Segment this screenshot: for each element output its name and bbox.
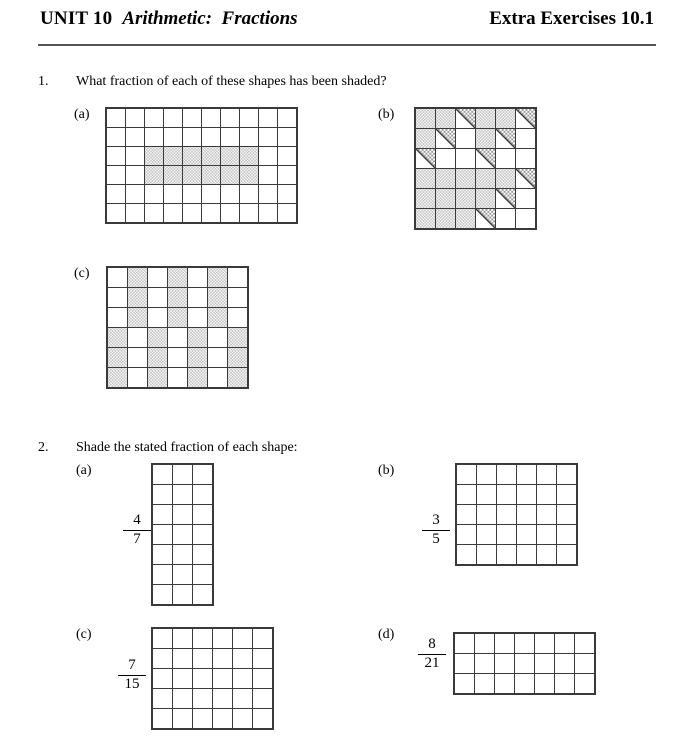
half-shade-triangle-icon — [416, 149, 435, 168]
grid-cell-shaded[interactable] — [148, 368, 167, 387]
grid-cell[interactable] — [475, 674, 494, 693]
grid-cell-shaded[interactable] — [128, 288, 147, 307]
grid-cell[interactable] — [537, 545, 556, 564]
grid-cell[interactable] — [145, 109, 163, 127]
grid-cell-shaded[interactable] — [416, 209, 435, 228]
question-1-part-b-label: (b) — [378, 107, 395, 122]
grid-cell[interactable] — [193, 505, 212, 524]
grid-cell[interactable] — [516, 189, 535, 208]
grid-cell[interactable] — [128, 328, 147, 347]
grid-cell[interactable] — [202, 204, 220, 222]
half-shade-triangle-icon — [476, 149, 495, 168]
grid-cell[interactable] — [457, 485, 476, 504]
grid-cell-shaded[interactable] — [145, 147, 163, 165]
grid-cell[interactable] — [456, 129, 475, 148]
question-2-part-a-grid[interactable] — [151, 463, 214, 606]
question-2-part-d-label: (d) — [378, 627, 395, 642]
grid-cell[interactable] — [145, 185, 163, 203]
grid-cell[interactable] — [253, 669, 272, 688]
fraction-numerator: 3 — [432, 512, 440, 528]
grid-cell-shaded[interactable] — [221, 166, 239, 184]
grid-cell[interactable] — [259, 109, 277, 127]
grid-cell-shaded[interactable] — [476, 109, 495, 128]
grid-cell-half-shaded[interactable] — [516, 169, 535, 188]
question-1-part-b-grid[interactable] — [414, 107, 537, 230]
grid-cell[interactable] — [193, 465, 212, 484]
grid-cell[interactable] — [173, 465, 192, 484]
question-2-part-c-label: (c) — [76, 627, 92, 642]
question-2-part-d-grid[interactable] — [453, 632, 596, 695]
grid-cell[interactable] — [575, 654, 594, 673]
grid-cell[interactable] — [108, 288, 127, 307]
grid-cell[interactable] — [575, 674, 594, 693]
grid-cell-shaded[interactable] — [202, 147, 220, 165]
grid-cell[interactable] — [193, 525, 212, 544]
grid-cell[interactable] — [168, 368, 187, 387]
question-2-part-b-grid[interactable] — [455, 463, 578, 566]
grid-cell[interactable] — [126, 128, 144, 146]
grid-cell[interactable] — [228, 308, 247, 327]
grid-cell-shaded[interactable] — [496, 109, 515, 128]
grid-cell[interactable] — [557, 545, 576, 564]
grid-cell[interactable] — [193, 689, 212, 708]
grid-cell[interactable] — [517, 465, 536, 484]
grid-cell-shaded[interactable] — [148, 328, 167, 347]
grid-cell-shaded[interactable] — [183, 147, 201, 165]
grid-cell[interactable] — [173, 629, 192, 648]
grid-cell[interactable] — [188, 288, 207, 307]
question-2-part-c-grid[interactable] — [151, 627, 274, 730]
grid-cell-shaded[interactable] — [436, 109, 455, 128]
fraction-numerator: 4 — [133, 512, 141, 528]
grid-cell[interactable] — [457, 465, 476, 484]
grid-cell[interactable] — [495, 674, 514, 693]
grid-cell-shaded[interactable] — [221, 147, 239, 165]
grid-cell[interactable] — [183, 109, 201, 127]
grid-cell[interactable] — [153, 525, 172, 544]
header-unit-label: UNIT 10 — [40, 8, 113, 29]
grid-cell[interactable] — [153, 709, 172, 728]
grid-cell[interactable] — [202, 109, 220, 127]
grid-cell[interactable] — [477, 465, 496, 484]
grid-cell[interactable] — [173, 669, 192, 688]
grid-cell[interactable] — [515, 674, 534, 693]
grid-cell[interactable] — [107, 128, 125, 146]
grid-cell[interactable] — [193, 669, 212, 688]
grid-cell[interactable] — [173, 585, 192, 604]
grid-cell-shaded[interactable] — [240, 147, 258, 165]
grid-cell[interactable] — [153, 505, 172, 524]
grid-cell[interactable] — [557, 505, 576, 524]
page-header — [0, 0, 694, 52]
grid-cell[interactable] — [126, 147, 144, 165]
question-2-part-a-fraction — [120, 513, 154, 548]
grid-cell[interactable] — [173, 565, 192, 584]
grid-cell[interactable] — [153, 669, 172, 688]
grid-cell-half-shaded[interactable] — [436, 129, 455, 148]
grid-cell[interactable] — [164, 204, 182, 222]
grid-cell[interactable] — [497, 545, 516, 564]
grid-cell[interactable] — [213, 689, 232, 708]
grid-cell-half-shaded[interactable] — [516, 109, 535, 128]
half-shade-triangle-icon — [496, 189, 515, 208]
half-shade-triangle-icon — [516, 169, 535, 188]
grid-cell[interactable] — [495, 654, 514, 673]
grid-cell[interactable] — [153, 485, 172, 504]
grid-cell[interactable] — [555, 674, 574, 693]
question-1-part-c-label: (c) — [74, 266, 90, 281]
question-1-part-a-label: (a) — [74, 107, 90, 122]
grid-cell[interactable] — [456, 149, 475, 168]
grid-cell[interactable] — [233, 649, 252, 668]
grid-cell-shaded[interactable] — [168, 308, 187, 327]
grid-cell[interactable] — [497, 485, 516, 504]
grid-cell-half-shaded[interactable] — [476, 149, 495, 168]
grid-cell-shaded[interactable] — [240, 166, 258, 184]
question-1-number: 1. — [38, 74, 49, 89]
grid-cell[interactable] — [183, 204, 201, 222]
grid-cell[interactable] — [145, 204, 163, 222]
grid-cell[interactable] — [148, 288, 167, 307]
grid-cell[interactable] — [278, 185, 296, 203]
grid-cell[interactable] — [259, 128, 277, 146]
fraction-numerator: 8 — [428, 636, 436, 652]
grid-cell-shaded[interactable] — [208, 308, 227, 327]
grid-cell[interactable] — [517, 545, 536, 564]
grid-cell[interactable] — [228, 288, 247, 307]
question-1-part-c-grid[interactable] — [106, 266, 249, 389]
grid-cell-shaded[interactable] — [416, 189, 435, 208]
grid-cell[interactable] — [193, 545, 212, 564]
grid-cell-half-shaded[interactable] — [476, 209, 495, 228]
grid-cell-shaded[interactable] — [416, 109, 435, 128]
grid-cell-shaded[interactable] — [188, 348, 207, 367]
grid-cell[interactable] — [128, 348, 147, 367]
grid-cell[interactable] — [126, 166, 144, 184]
grid-cell[interactable] — [233, 629, 252, 648]
grid-cell[interactable] — [221, 204, 239, 222]
grid-cell-shaded[interactable] — [456, 169, 475, 188]
grid-cell[interactable] — [148, 308, 167, 327]
grid-cell[interactable] — [213, 629, 232, 648]
grid-cell-shaded[interactable] — [456, 189, 475, 208]
grid-cell[interactable] — [278, 128, 296, 146]
half-shade-triangle-icon — [436, 129, 455, 148]
grid-cell[interactable] — [208, 348, 227, 367]
grid-cell-shaded[interactable] — [145, 166, 163, 184]
grid-cell[interactable] — [515, 654, 534, 673]
grid-cell[interactable] — [126, 109, 144, 127]
grid-cell[interactable] — [455, 674, 474, 693]
grid-cell[interactable] — [516, 209, 535, 228]
grid-cell[interactable] — [278, 204, 296, 222]
fraction-denominator: 21 — [424, 654, 440, 671]
question-2-text: Shade the stated fraction of each shape: — [76, 440, 298, 455]
grid-cell-shaded[interactable] — [416, 129, 435, 148]
grid-cell[interactable] — [107, 166, 125, 184]
grid-cell[interactable] — [233, 669, 252, 688]
grid-cell-shaded[interactable] — [164, 166, 182, 184]
grid-cell[interactable] — [516, 149, 535, 168]
grid-cell[interactable] — [168, 348, 187, 367]
question-2-part-a-label: (a) — [76, 463, 92, 478]
grid-cell-shaded[interactable] — [476, 189, 495, 208]
grid-cell[interactable] — [496, 209, 515, 228]
grid-cell[interactable] — [153, 649, 172, 668]
fraction-denominator: 15 — [124, 675, 140, 692]
grid-cell[interactable] — [213, 669, 232, 688]
grid-cell-shaded[interactable] — [436, 169, 455, 188]
grid-cell[interactable] — [153, 689, 172, 708]
header-content — [40, 8, 654, 30]
grid-cell[interactable] — [208, 368, 227, 387]
grid-cell[interactable] — [153, 545, 172, 564]
grid-cell-half-shaded[interactable] — [416, 149, 435, 168]
grid-cell-shaded[interactable] — [436, 209, 455, 228]
grid-cell-shaded[interactable] — [476, 129, 495, 148]
grid-cell[interactable] — [517, 505, 536, 524]
grid-cell[interactable] — [475, 634, 494, 653]
grid-cell[interactable] — [253, 689, 272, 708]
grid-cell[interactable] — [107, 204, 125, 222]
grid-cell[interactable] — [128, 368, 147, 387]
grid-cell[interactable] — [477, 485, 496, 504]
grid-cell[interactable] — [455, 654, 474, 673]
grid-cell-shaded[interactable] — [108, 348, 127, 367]
grid-cell-shaded[interactable] — [208, 268, 227, 287]
question-1-part-a-grid[interactable] — [105, 107, 298, 224]
grid-cell-shaded[interactable] — [416, 169, 435, 188]
grid-cell-shaded[interactable] — [168, 288, 187, 307]
grid-cell[interactable] — [168, 328, 187, 347]
grid-cell[interactable] — [455, 634, 474, 653]
grid-cell[interactable] — [153, 629, 172, 648]
grid-cell-half-shaded[interactable] — [496, 129, 515, 148]
grid-cell[interactable] — [497, 505, 516, 524]
grid-cell[interactable] — [457, 505, 476, 524]
grid-cell[interactable] — [240, 185, 258, 203]
grid-cell[interactable] — [253, 709, 272, 728]
half-shade-triangle-icon — [476, 209, 495, 228]
grid-cell[interactable] — [278, 147, 296, 165]
grid-cell[interactable] — [557, 465, 576, 484]
grid-cell[interactable] — [126, 204, 144, 222]
grid-cell[interactable] — [278, 166, 296, 184]
grid-cell[interactable] — [537, 465, 556, 484]
grid-cell[interactable] — [436, 149, 455, 168]
grid-cell[interactable] — [107, 109, 125, 127]
grid-cell[interactable] — [557, 485, 576, 504]
grid-cell[interactable] — [213, 709, 232, 728]
half-shade-triangle-icon — [516, 109, 535, 128]
question-2-part-d-fraction — [415, 637, 449, 672]
grid-cell-shaded[interactable] — [476, 169, 495, 188]
grid-cell[interactable] — [555, 654, 574, 673]
grid-cell[interactable] — [535, 674, 554, 693]
half-shade-triangle-icon — [456, 109, 475, 128]
grid-cell[interactable] — [107, 147, 125, 165]
grid-cell[interactable] — [457, 525, 476, 544]
grid-cell[interactable] — [495, 634, 514, 653]
grid-cell[interactable] — [108, 308, 127, 327]
grid-cell[interactable] — [108, 268, 127, 287]
grid-cell[interactable] — [557, 525, 576, 544]
grid-cell[interactable] — [535, 634, 554, 653]
grid-cell[interactable] — [457, 545, 476, 564]
grid-cell-shaded[interactable] — [436, 189, 455, 208]
grid-cell[interactable] — [278, 109, 296, 127]
grid-cell[interactable] — [148, 268, 167, 287]
grid-cell[interactable] — [517, 485, 536, 504]
header-topic-title: Arithmetic: Fractions — [122, 8, 298, 29]
grid-cell[interactable] — [173, 485, 192, 504]
grid-cell[interactable] — [193, 649, 212, 668]
grid-cell[interactable] — [240, 109, 258, 127]
grid-cell-shaded[interactable] — [228, 348, 247, 367]
grid-cell[interactable] — [208, 328, 227, 347]
grid-cell-shaded[interactable] — [108, 328, 127, 347]
grid-cell-half-shaded[interactable] — [496, 189, 515, 208]
question-2-part-b-label: (b) — [378, 463, 395, 478]
grid-cell-shaded[interactable] — [188, 328, 207, 347]
grid-cell-shaded[interactable] — [228, 368, 247, 387]
grid-cell[interactable] — [164, 185, 182, 203]
grid-cell[interactable] — [240, 128, 258, 146]
grid-cell[interactable] — [228, 268, 247, 287]
grid-cell[interactable] — [153, 585, 172, 604]
fraction-denominator: 7 — [133, 530, 141, 547]
grid-cell[interactable] — [145, 128, 163, 146]
grid-cell[interactable] — [537, 525, 556, 544]
grid-cell[interactable] — [164, 109, 182, 127]
grid-cell[interactable] — [126, 185, 144, 203]
grid-cell[interactable] — [253, 649, 272, 668]
grid-cell-shaded[interactable] — [228, 328, 247, 347]
grid-cell[interactable] — [240, 204, 258, 222]
grid-cell[interactable] — [193, 565, 212, 584]
grid-cell-shaded[interactable] — [148, 348, 167, 367]
grid-cell[interactable] — [555, 634, 574, 653]
grid-cell[interactable] — [496, 149, 515, 168]
grid-cell[interactable] — [517, 525, 536, 544]
grid-cell[interactable] — [477, 545, 496, 564]
grid-cell-shaded[interactable] — [202, 166, 220, 184]
grid-cell[interactable] — [193, 629, 212, 648]
grid-cell[interactable] — [233, 709, 252, 728]
grid-cell[interactable] — [221, 185, 239, 203]
grid-cell-shaded[interactable] — [108, 368, 127, 387]
grid-cell[interactable] — [164, 128, 182, 146]
grid-cell[interactable] — [475, 654, 494, 673]
grid-cell[interactable] — [537, 505, 556, 524]
header-divider — [38, 44, 656, 46]
grid-cell[interactable] — [173, 505, 192, 524]
grid-cell[interactable] — [173, 689, 192, 708]
grid-cell[interactable] — [259, 204, 277, 222]
grid-cell-shaded[interactable] — [188, 368, 207, 387]
grid-cell[interactable] — [259, 166, 277, 184]
grid-cell[interactable] — [259, 185, 277, 203]
grid-cell[interactable] — [516, 129, 535, 148]
grid-cell[interactable] — [535, 654, 554, 673]
grid-cell[interactable] — [173, 545, 192, 564]
grid-cell[interactable] — [477, 525, 496, 544]
half-shade-triangle-icon — [496, 129, 515, 148]
grid-cell[interactable] — [153, 465, 172, 484]
grid-cell-shaded[interactable] — [168, 268, 187, 287]
question-1-text: What fraction of each of these shapes has been shaded? — [76, 74, 387, 89]
question-2-part-c-fraction — [115, 658, 149, 693]
header-exercise-label: Extra Exercises 10.1 — [489, 8, 654, 29]
grid-cell[interactable] — [221, 109, 239, 127]
grid-cell[interactable] — [193, 709, 212, 728]
grid-cell[interactable] — [193, 485, 212, 504]
grid-cell[interactable] — [173, 709, 192, 728]
fraction-numerator: 7 — [128, 657, 136, 673]
grid-cell[interactable] — [202, 185, 220, 203]
grid-cell[interactable] — [188, 308, 207, 327]
grid-cell[interactable] — [202, 128, 220, 146]
question-2-number: 2. — [38, 440, 49, 455]
grid-cell-shaded[interactable] — [208, 288, 227, 307]
grid-cell[interactable] — [477, 505, 496, 524]
grid-cell[interactable] — [497, 465, 516, 484]
grid-cell[interactable] — [537, 485, 556, 504]
grid-cell-shaded[interactable] — [164, 147, 182, 165]
grid-cell[interactable] — [173, 649, 192, 668]
grid-cell-shaded[interactable] — [183, 166, 201, 184]
fraction-denominator: 5 — [432, 530, 440, 547]
grid-cell-shaded[interactable] — [456, 209, 475, 228]
grid-cell[interactable] — [253, 629, 272, 648]
grid-cell[interactable] — [173, 525, 192, 544]
grid-cell[interactable] — [188, 268, 207, 287]
grid-cell[interactable] — [233, 689, 252, 708]
grid-cell[interactable] — [183, 185, 201, 203]
grid-cell[interactable] — [515, 634, 534, 653]
grid-cell[interactable] — [153, 565, 172, 584]
grid-cell[interactable] — [221, 128, 239, 146]
grid-cell[interactable] — [575, 634, 594, 653]
grid-cell-shaded[interactable] — [496, 169, 515, 188]
grid-cell-shaded[interactable] — [128, 268, 147, 287]
grid-cell[interactable] — [213, 649, 232, 668]
grid-cell[interactable] — [259, 147, 277, 165]
grid-cell-half-shaded[interactable] — [456, 109, 475, 128]
grid-cell[interactable] — [107, 185, 125, 203]
grid-cell[interactable] — [183, 128, 201, 146]
question-2-part-b-fraction — [419, 513, 453, 548]
grid-cell-shaded[interactable] — [128, 308, 147, 327]
grid-cell[interactable] — [193, 585, 212, 604]
grid-cell[interactable] — [497, 525, 516, 544]
